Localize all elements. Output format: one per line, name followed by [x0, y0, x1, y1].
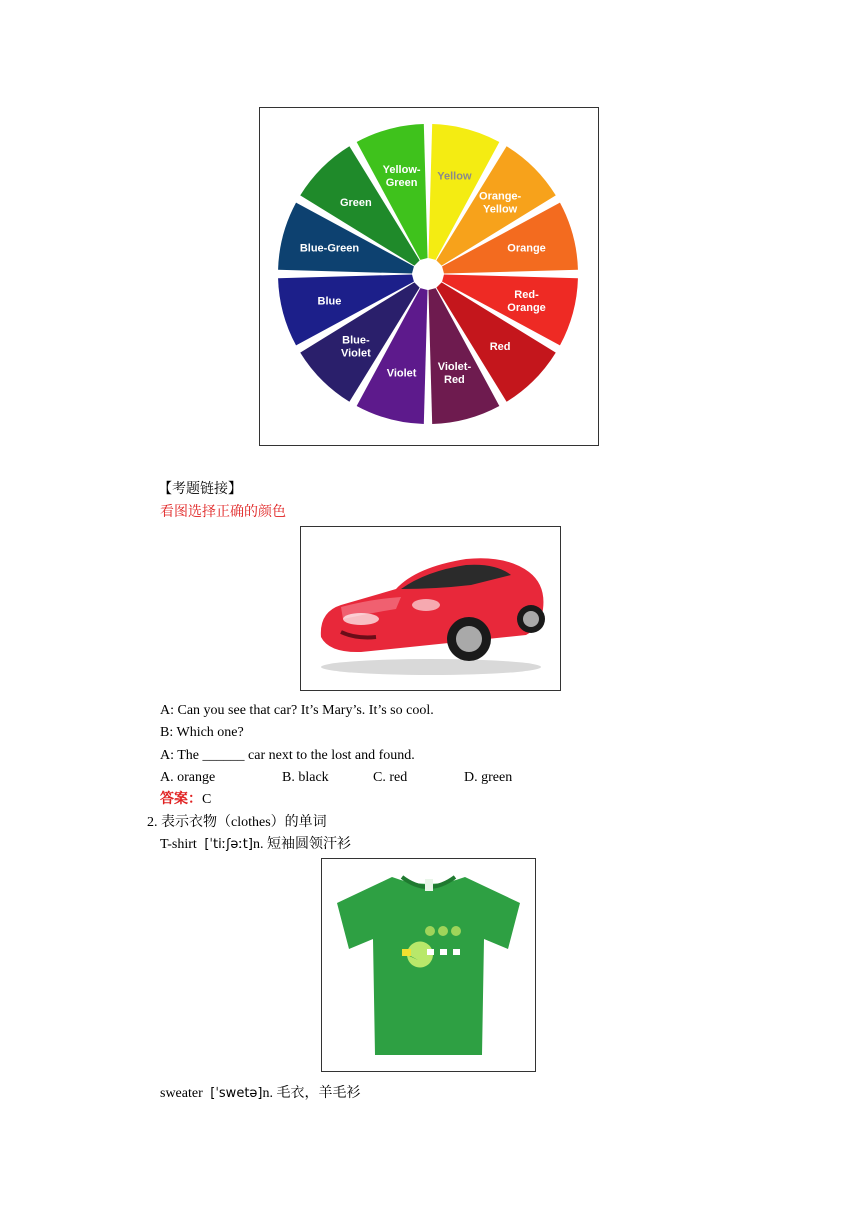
wheel-segment-label: Blue — [317, 295, 342, 308]
wheel-segment-label: Yellow — [437, 170, 472, 183]
dialog-line-1: A: Can you see that car? It’s Mary’s. It’s so cool. — [160, 703, 434, 718]
section-heading: 【考题链接】 — [158, 482, 242, 497]
item-2-title: 2. 表示衣物（clothes）的单词 — [147, 815, 327, 830]
green-tshirt-illustration — [322, 859, 535, 1071]
wheel-segment-label: Violet — [386, 367, 417, 380]
option-a: A. orange — [160, 770, 216, 785]
dialog-line-2: B: Which one? — [160, 725, 244, 740]
red-car-illustration — [301, 527, 560, 690]
tshirt-meaning: n. 短袖圆领汗衫 — [252, 837, 351, 852]
answer-row — [160, 791, 211, 809]
sweater-phonetic: [ˈswetə] — [210, 1086, 263, 1101]
wheel-segment-label: Red-Orange — [507, 288, 546, 314]
wheel-segment-label: Orange — [507, 242, 546, 255]
color-wheel — [260, 108, 598, 445]
tshirt-word: T-shirt — [160, 837, 197, 852]
wheel-segment-label: Yellow-Green — [382, 163, 421, 189]
wheel-segment-label: Violet-Red — [437, 361, 472, 387]
answer-options — [160, 769, 512, 787]
sweater-meaning: n. 毛衣，羊毛衫 — [262, 1086, 361, 1101]
option-d: D. green — [464, 770, 513, 785]
answer-label: 答案： — [160, 792, 202, 807]
car-image — [300, 526, 561, 691]
dialog-line-3: A: The ______ car next to the lost and found. — [160, 748, 415, 763]
instruction-text: 看图选择正确的颜色 — [160, 505, 286, 520]
option-c: C. red — [373, 770, 408, 785]
wheel-segment-label: Red — [489, 341, 511, 354]
tshirt-image — [321, 858, 536, 1072]
wheel-segment-label: Blue-Green — [299, 242, 360, 255]
sweater-word: sweater — [160, 1086, 203, 1101]
answer-value: C — [202, 792, 212, 807]
option-b: B. black — [282, 770, 329, 785]
sweater-entry — [160, 1085, 360, 1103]
color-wheel-figure — [259, 107, 599, 446]
wheel-segment-label: Blue-Violet — [340, 334, 371, 360]
tshirt-entry — [160, 836, 351, 854]
wheel-segment-label: Orange-Yellow — [479, 190, 522, 216]
tshirt-phonetic: [ˈtiːʃəːt] — [204, 837, 253, 852]
wheel-segment-label: Green — [339, 196, 372, 209]
